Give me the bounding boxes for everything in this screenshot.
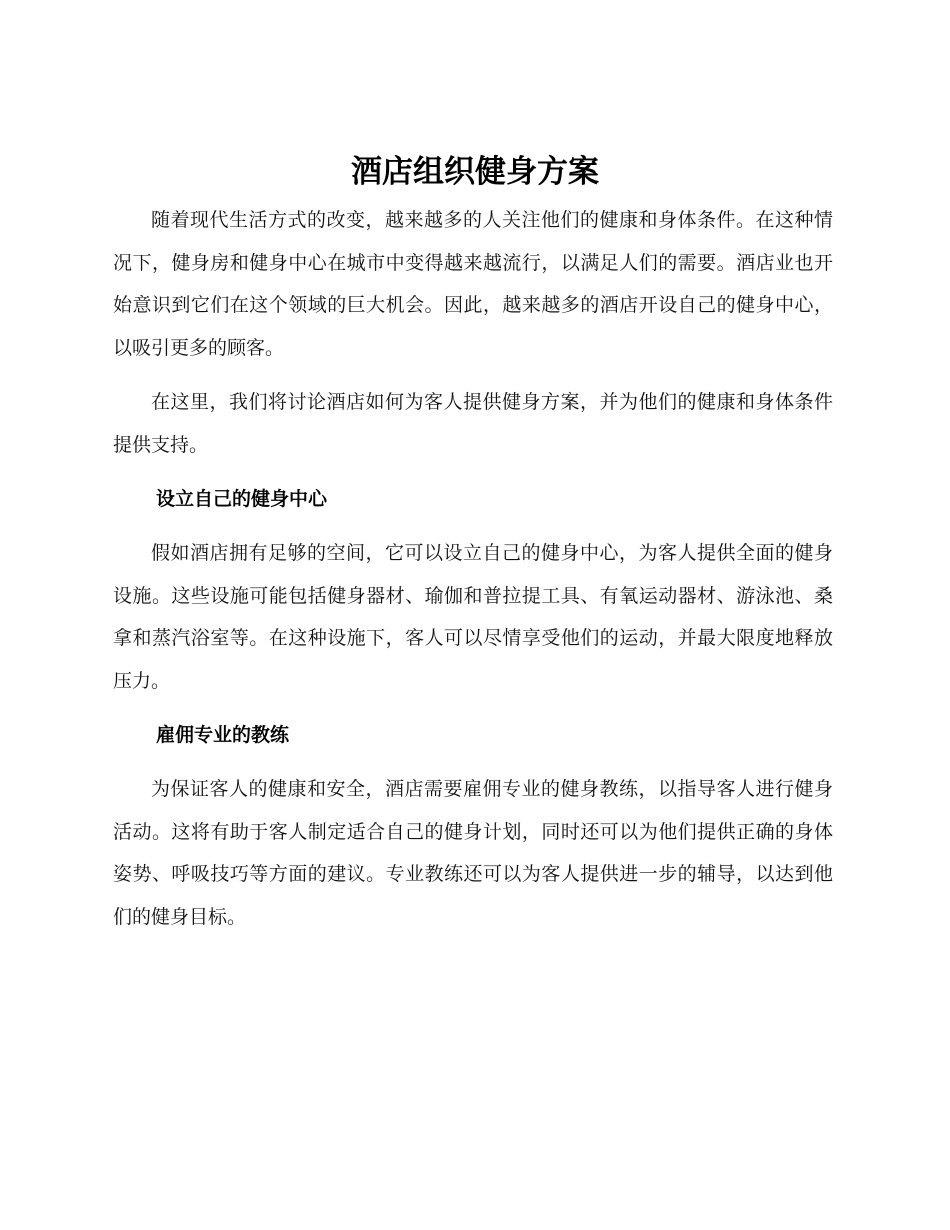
- purpose-paragraph: 在这里，我们将讨论酒店如何为客人提供健身方案，并为他们的健康和身体条件提供支持。: [113, 391, 833, 456]
- section-paragraph-fitness-center: 假如酒店拥有足够的空间，它可以设立自己的健身中心，为客人提供全面的健身设施。这些设施可能包括健身器材、瑜伽和普拉提工具、有氧运动器材、游泳池、桑拿和蒸汽浴室等。在这种设施下，客人可以尽情享受他们的运动，并最大限度地释放压力。: [113, 542, 833, 692]
- intro-paragraph: 随着现代生活方式的改变，越来越多的人关注他们的健康和身体条件。在这种情况下，健身房和健身中心在城市中变得越来越流行，以满足人们的需要。酒店业也开始意识到它们在这个领域的巨大机会。因此，越来越多的酒店开设自己的健身中心，以吸引更多的顾客。: [113, 209, 833, 359]
- section-heading-fitness-center: 设立自己的健身中心: [156, 488, 328, 510]
- document-title: 酒店组织健身方案: [351, 154, 599, 190]
- section-paragraph-professional-coach: 为保证客人的健康和安全，酒店需要雇佣专业的健身教练，以指导客人进行健身活动。这将有助于客人制定适合自己的健身计划，同时还可以为他们提供正确的身体姿势、呼吸技巧等方面的建议。专业教练还可以为客人提供进一步的辅导，以达到他们的健身目标。: [113, 778, 833, 928]
- section-heading-professional-coach: 雇佣专业的教练: [156, 724, 290, 746]
